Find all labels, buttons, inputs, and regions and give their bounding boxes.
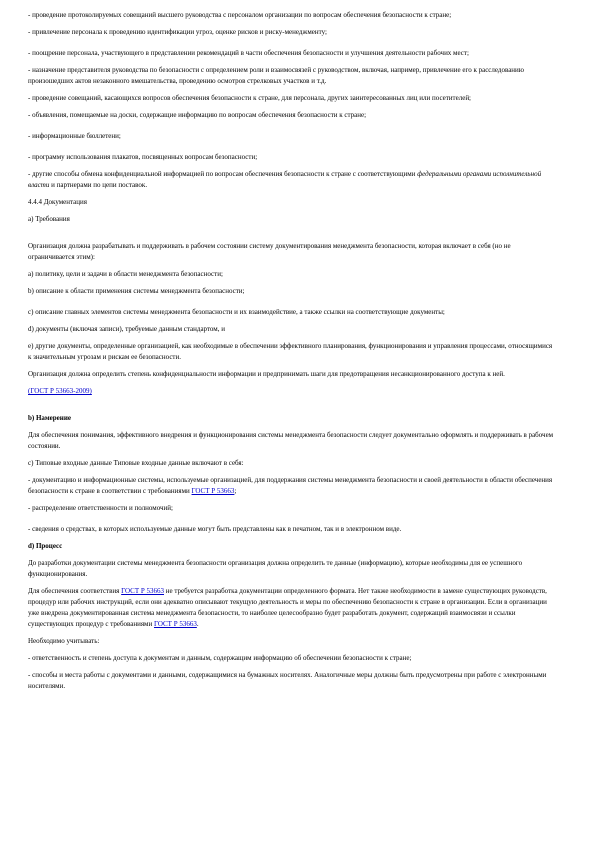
subsection-heading: d) Процесс [28, 542, 63, 550]
paragraph-text: . [196, 620, 199, 628]
list-item: - сведения о средствах, в которых используемые данные могут быть представлены как в печатном, так и в электронном виде. [28, 525, 402, 533]
bullet-item: - проведение протоколируемых совещаний высшего руководства с персоналом организации по вопросам обеспечения безопасности к стране; [28, 11, 452, 19]
subsection-heading: а) Требования [28, 215, 70, 223]
bullet-item: - поощрение персонала, участвующего в представлении рекомендаций в части обеспечения безопасности и улучшения деятельности рабочих мест; [28, 49, 469, 57]
paragraph-text: Для обеспечения соответствия [28, 587, 122, 595]
bullet-item: - назначение представителя руководства по безопасности с определением роли и взаимосвязей с руководством, включая, например, привлечение его к расследованию произошедших актов незаконного вмешательства, проведению осмотров стрелковых участков и т.д. [28, 66, 525, 85]
subsection-heading: b) Намерение [28, 414, 71, 422]
bullet-item: - проведение совещаний, касающихся вопросов обеспечения безопасности к стране, для персонала, других заинтересованных лиц или посетителей; [28, 94, 472, 102]
list-item: c) описание главных элементов системы менеджмента безопасности и их взаимодействие, а также ссылки на соответствующие документы; [28, 308, 445, 316]
gost-reference-link[interactable]: ГОСТ Р 53663 [153, 620, 197, 628]
paragraph: Необходимо учитывать: [28, 637, 100, 645]
gost-reference-link[interactable]: ГОСТ Р 53663 [121, 587, 164, 595]
bullet-item: - программу использования плакатов, посвященных вопросам безопасности; [28, 153, 258, 161]
list-item: - способы и места работы с документами и данными, содержащимися на бумажных носителях. Аналогичные меры должны быть предусмотрены при работе с электронными носителями. [28, 671, 547, 690]
list-text: - документацию и информационные системы, используемые организацией, для поддержания системы менеджмента безопасности и своей деятельности в области обеспечения безопасности к стране в соответствии с требованиями [28, 476, 553, 495]
list-item: e) другие документы, определенные организацией, как необходимые в обеспечении эффективного планирования, функционирования и управления процессами, относящимися к значительным угрозам и рискам ее безопасности. [28, 342, 553, 361]
bullet-item: - информационные бюллетени; [28, 132, 121, 140]
list-item: a) политику, цели и задачи в области менеджмента безопасности; [28, 270, 223, 278]
paragraph: Организация должна определить степень конфиденциальности информации и предпринимать шаги для предотвращения несанкционированного доступа к ней. [28, 370, 505, 378]
list-item: d) документы (включая записи), требуемые данным стандартом, и [28, 325, 225, 333]
list-item [28, 475, 556, 497]
list-item: - ответственность и степень доступа к документам и данным, содержащим информацию об обеспечении безопасности к стране; [28, 654, 412, 662]
reference-link[interactable] [28, 386, 556, 397]
gost-reference-link[interactable]: ГОСТ Р 53663 [191, 487, 235, 495]
subsection-heading: c) Типовые входные данные Типовые входные данные включают в себя: [28, 459, 244, 467]
bullet-item [28, 169, 556, 191]
italic-text: федеральными органами исполнительной власти [28, 170, 542, 189]
paragraph-text: не требуется разработка документации определенного формата. Нет также необходимости в замене существующих руководств, процедур или рабочих инструкций, если они адекватно описывают текущую деятельность и меры по обеспечению безопасности к стране в организации. Если в организации уже внедрена документированная система менеджмента безопасности, то наиболее целесообразно будет разработать документ, содержащий взаимосвязи и ссылки существующих процедур с требованиями [28, 587, 547, 628]
bullet-item: - привлечение персонала к проведению идентификации угроз, оценке рисков и риску-менеджменту; [28, 28, 327, 36]
gost-reference-link[interactable]: (ГОСТ Р 53663-2009) [28, 387, 92, 395]
paragraph: Для обеспечения понимания, эффективного внедрения и функционирования системы менеджмента безопасности следует документально оформлять и поддерживать в рабочем состоянии. [28, 431, 554, 450]
list-text: ; [234, 487, 237, 495]
section-heading: 4.4.4 Документация [28, 198, 87, 206]
list-item: b) описание к области применения системы менеджмента безопасности; [28, 287, 245, 295]
bullet-text: и партнерами по цепи поставок. [49, 181, 148, 189]
bullet-item: - объявления, помещаемые на доски, содержащие информацию по вопросам обеспечения безопасности к стране; [28, 111, 367, 119]
bullet-text: - другие способы обмена конфиденциальной информацией по вопросам обеспечения безопасности к стране с соответствующими [28, 170, 418, 178]
document-page [28, 10, 556, 692]
paragraph [28, 586, 556, 630]
paragraph: До разработки документации системы менеджмента безопасности организация должна определить те данные (информацию), которые необходимы для ее успешного функционирования. [28, 559, 523, 578]
list-item: - распределение ответственности и полномочий; [28, 504, 173, 512]
paragraph: Организация должна разрабатывать и поддерживать в рабочем состоянии систему документирования менеджмента безопасности, которая включает в себя (но не ограничивается этим): [28, 242, 511, 261]
